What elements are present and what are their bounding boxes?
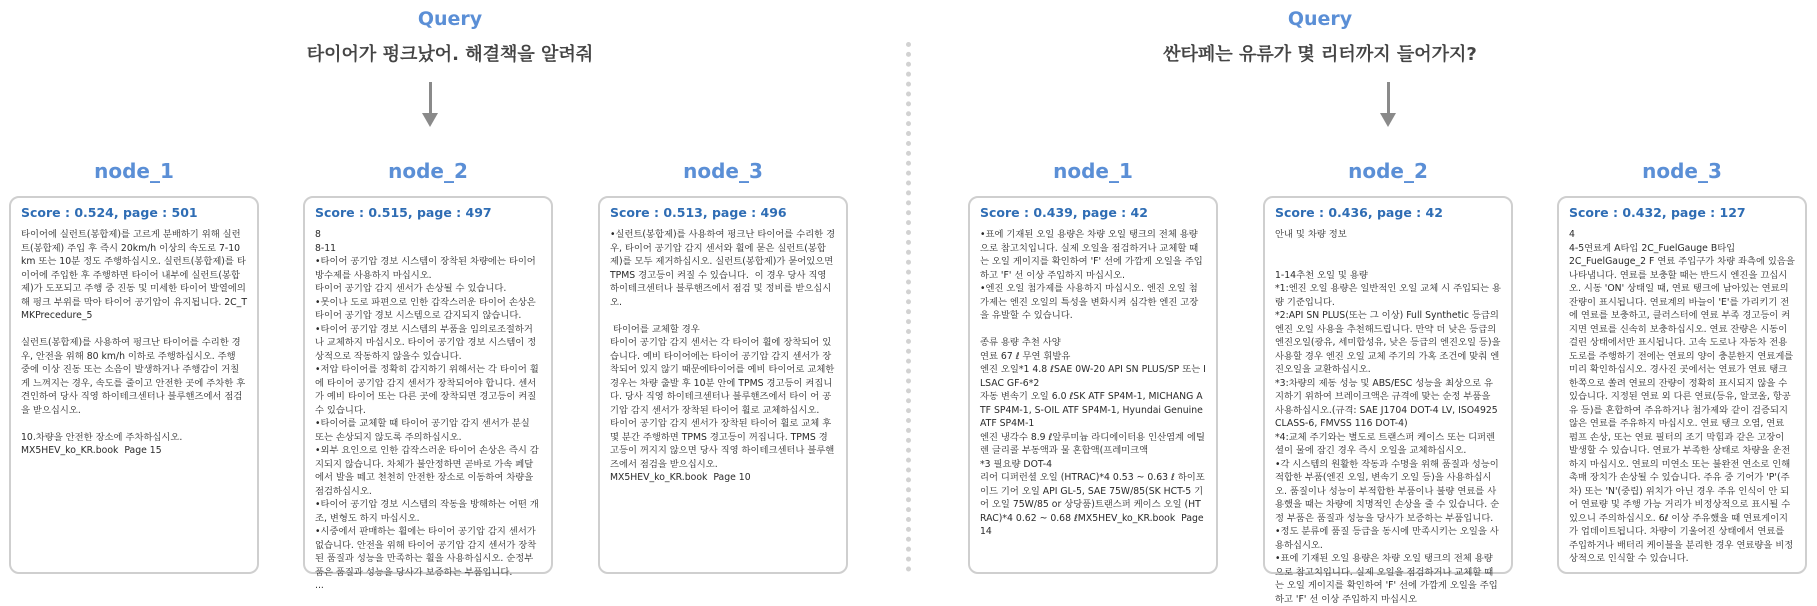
query-text: 타이어가 펑크났어. 해결책을 알려줘 bbox=[306, 44, 594, 65]
node-title: node_1 bbox=[94, 159, 174, 183]
node-text: 안내 및 차량 정보 1-14추천 오일 및 용량 *1:엔진 오일 용량은 일반적인 오일 교체 시 주입되는 용량 기준입니다. *2:API SN PLUS(또는 그 이상) Full Synthetic 등급의 엔진 오일 사용을 추천해드립니다. 만약 더 낮은 등급의 엔진오일(광유, 세미합성유, 낮은 등급의 엔진오일 등)을 사용할 경우 엔진 오일 교체 주기의 가혹 조건에 맞춰 엔진오일을 교환하십시오. *3:차량의 제동 성능 및 ABS/ESC 성능을 최상으로 유지하기 위하여 브레이크액은 규격에 맞는 순정 부품을 사용하십시오.(규격: SAE J1704 DOT-4 LV, ISO4925 CLASS-6, FMVSS 116 DOT-4) *4:교체 주기와는 별도로 트랜스퍼 케이스 또는 디퍼렌셜이 물에 잠긴 경우 즉시 오일을 교체하십시오. •각 시스템의 원활한 작동과 수명을 위해 품질과 성능이 적합한 부품(엔진 오일, 변속기 오일 등)을 사용하십시오. 품질이나 성능이 부적합한 부품이나 불량 연료를 사용했을 때는 차량에 치명적인 손상을 줄 수 있습니다. 순정 부품은 품질과 성능을 당사가 보증하는 부품입니다. •정도 분류에 품질 등급을 동시에 만족시키는 오일을 사용하십시오. •표에 기재된 오일 용량은 차량 오일 탱크의 전체 용량으로 참고치입니다. 실제 오일을 점검하거나 교체할 때는 오일 게이지를 확인하여 'F' 선에 가깝게 오일을 주입하고 'F' 선 이상 주입하지 마십시오 bbox=[1275, 229, 1501, 605]
node-title: node_2 bbox=[388, 159, 468, 183]
query-label: Query bbox=[1287, 8, 1353, 30]
node-title: node_3 bbox=[1642, 159, 1722, 183]
down-arrow-line bbox=[429, 82, 432, 115]
down-arrow-line bbox=[1387, 82, 1390, 115]
node-text: 8 8-11 •타이어 공기압 경보 시스템이 장착된 차량에는 타이어 방수제를 사용하지 마십시오. 타이어 공기압 감지 센서가 손상될 수 있습니다. •못이나 도로 파편으로 인한 갑작스러운 타이어 손상은 타이어 공기압 경보 시스템으로 감지되지 않습니다. •타이어 공기압 경보 시스템의 부품을 임의로조절하거나 교체하지 마십시오. 타이어 공기압 경보 시스템이 정상적으로 작동하지 않을수 있습니다. •저압 타이어를 정확히 감지하기 위해서는 각 타이어 휠에 타이어 공기압 감지 센서가 장착되어야 합니다. 센서가 예비 타이어 또는 다른 곳에 장착되면 경고등이 켜질 수 있습니다. •타이어를 교체할 때 타이어 공기압 감지 센서가 분실 또는 손상되지 않도록 주의하십시오. •외부 요인으로 인한 갑작스러운 타이어 손상은 즉시 감지되지 않습니다. 차체가 불안정하면 곧바로 가속 페달에서 발을 떼고 천천히 안전한 장소로 이동하여 차량을 점검하십시오. •타이어 공기압 경보 시스템의 작동을 방해하는 어떤 개조, 변형도 하지 마십시오. •시중에서 판매하는 휠에는 타이어 공기압 감지 센서가 없습니다. 안전을 위해 타이어 공기압 감지 센서가 장착된 품질과 성능을 만족하는 휠을 사용하십시오. 순정부품은 품질과 성능을 당사가 보증하는 부품입니다. ... bbox=[315, 229, 539, 591]
query-label: Query bbox=[417, 8, 483, 30]
node-card bbox=[1263, 196, 1513, 605]
node-card bbox=[968, 196, 1218, 574]
node-text: •실런트(봉합제)를 사용하여 펑크난 타이어를 수리한 경우, 타이어 공기압 감지 센서와 휠에 묻은 실런트(봉합제)를 모두 제거하십시오. 실런트(봉합제)가 묻어있으면 TPMS 경고등이 켜질 수 있습니다. 이 경우 당사 직영 하이테크센터나 블루핸즈에서 점검 및 정비를 받으십시오. 타이어를 교체할 경우 타이어 공기압 감지 센서는 각 타이어 휠에 장착되어 있습니다. 예비 타이어에는 타이어 공기압 감지 센서가 장착되어 있지 않기 때문에타이어를 예비 타이어로 교체한 경우는 차량 출발 후 10분 안에 TPMS 경고등이 켜집니다. 당사 직영 하이테크센터나 블루핸즈에서 타이 어 공기압 감지 센서가 장착된 타이어 휠로 교체하십시오. 타이어 공기압 감지 센서가 장착된 타이어 휠로 교체 후 몇 분간 주행하면 TPMS 경고등이 꺼집니다. TPMS 경고등이 꺼지지 않으면 당사 직영 하이테크센터나 블루핸즈에서 점검을 받으십시오. MX5HEV_ko_KR.book Page 10 bbox=[610, 229, 836, 483]
down-arrow-icon bbox=[1380, 113, 1396, 127]
node-title: node_2 bbox=[1348, 159, 1428, 183]
query-text: 싼타페는 유류가 몇 리터까지 들어가지? bbox=[1163, 44, 1477, 65]
node-score: Score : 0.515, page : 497 bbox=[315, 205, 492, 220]
node-card bbox=[1557, 196, 1807, 574]
node-card bbox=[303, 196, 553, 591]
node-score: Score : 0.432, page : 127 bbox=[1569, 205, 1746, 220]
node-score: Score : 0.513, page : 496 bbox=[610, 205, 787, 220]
panel-divider bbox=[906, 42, 911, 572]
node-title: node_1 bbox=[1053, 159, 1133, 183]
down-arrow-icon bbox=[422, 113, 438, 127]
node-card bbox=[598, 196, 848, 574]
right-query-panel bbox=[917, 0, 1817, 605]
node-text: •표에 기재된 오일 용량은 차량 오일 탱크의 전체 용량으로 참고치입니다. 실제 오일을 점검하거나 교체할 때는 오일 게이지를 확인하여 'F' 선에 가깝게 오일을 주입하고 'F' 선 이상 주입하지 마십시오. •엔진 오일 첨가제를 사용하지 마십시오. 엔진 오일 첨가제는 엔진 오일의 특성을 변화시켜 심각한 엔진 고장을 유발할 수 있습니다. 종류 용량 추천 사양 연료 67 ℓ 무연 휘발유 엔진 오일*1 4.8 ℓSAE 0W-20 API SN PLUS/SP 또는 ILSAC GF-6*2 자동 변속기 오일 6.0 ℓSK ATF SP4M-1, MICHANG ATF SP4M-1, S-OIL ATF SP4M-1, Hyundai Genuine ATF SP4M-1 엔진 냉각수 8.9 ℓ알루미늄 라디에이터용 인산염계 에틸렌 글리콜 부동액과 물 혼합액(프레미크액 *3 필요량 DOT-4 리어 디퍼런셜 오일 (HTRAC)*4 0.53 ~ 0.63 ℓ 하이포이드 기어 오일 API GL-5, SAE 75W/85(SK HCT-5 기어 오일 75W/85 or 상당품)트랜스퍼 케이스 오일 (HTRAC)*4 0.62 ~ 0.68 ℓMX5HEV_ko_KR.book Page 14 bbox=[980, 229, 1206, 537]
node-score: Score : 0.439, page : 42 bbox=[980, 205, 1148, 220]
left-query-panel bbox=[0, 0, 900, 591]
node-card bbox=[9, 196, 259, 574]
node-text: 타이어에 실런트(봉합제)를 고르게 분배하기 위해 실런트(봉합제) 주입 후 즉시 20km/h 이상의 속도로 7-10 km 또는 10분 정도 주행하십시오. 실런트(봉합제)를 타이어에 주입한 후 주행하면 타이어 내부에 실런트(봉합제)가 도포되고 주행 중 진동 및 미세한 타이어 발열에의해 펑크 부위를 막아 타이어 공기압이 유지됩니다. 2C_TMKPrecedure_5 실런트(봉합제)를 사용하여 펑크난 타이어를 수리한 경우, 안전을 위해 80 km/h 이하로 주행하십시오. 주행 중에 이상 진동 또는 소음이 발생하거나 주행감이 거칠게 느껴지는 경우, 속도를 줄이고 안전한 곳에 주차한 후 견인하여 당사 직영 하이테크센터나 블루핸즈에서 점검을 받으십시오. 10.차량을 안전한 장소에 주차하십시오. MX5HEV_ko_KR.book Page 15 bbox=[21, 229, 247, 456]
node-text: 4 4-5연료게 A타입 2C_FuelGauge B타입 2C_FuelGauge_2 F 연료 주입구가 차량 좌측에 있음을 나타냅니다. 연료를 보충할 때는 반드시 엔진을 끄십시오. 시동 'ON' 상태일 때, 연료 탱크에 남아있는 연료의 잔량이 표시됩니다. 연료계의 바늘이 'E'를 가리키기 전에 연료를 보충하고, 클러스터에 연료 부족 경고등이 켜지면 연료를 신속히 보충하십시오. 연료 잔량은 시동이 걸린 상태에서만 표시됩니다. 고속 도로나 자동차 전용도로를 주행하기 전에는 연료의 양이 충분한지 연료게를 미리 확인하십시오. 경사진 곳에서는 연료가 연료 탱크 한쪽으로 쏠려 연료의 잔량이 정확히 표시되지 않을 수 있습니다. 지정된 연료 외 다른 연료(등유, 알코올, 항공유 등)를 혼합하여 주유하거나 첨가제와 같이 검증되지 않은 연료를 주유하지 마십시오. 연료 탱크 오염, 연료 펌프 손상, 또는 연료 필터의 조기 막힘과 같은 고장이 발생할 수 있습니다. 연료가 부족한 상태로 차량을 운전하지 마십시오. 연료의 미연소 또는 불완전 연소로 인해 촉매 장치가 손상될 수 있습니다. 주유 중 기어가 'P'(주차) 또는 'N'(중립) 위치가 아닌 경우 주유 인식이 안 되어 연료량 및 주행 가능 거리가 비정상적으로 표시될 수 있으니 주의하십시오. 6ℓ 이상 주유했을 때 연료게이지가 업데이트됩니다. 차량이 기울어진 상태에서 연료를 주입하거나 배터리 케이블을 분리한 경우 연료량을 비정상적으로 인식할 수 있습니다. bbox=[1569, 229, 1795, 564]
node-score: Score : 0.524, page : 501 bbox=[21, 205, 198, 220]
node-score: Score : 0.436, page : 42 bbox=[1275, 205, 1443, 220]
node-title: node_3 bbox=[683, 159, 763, 183]
